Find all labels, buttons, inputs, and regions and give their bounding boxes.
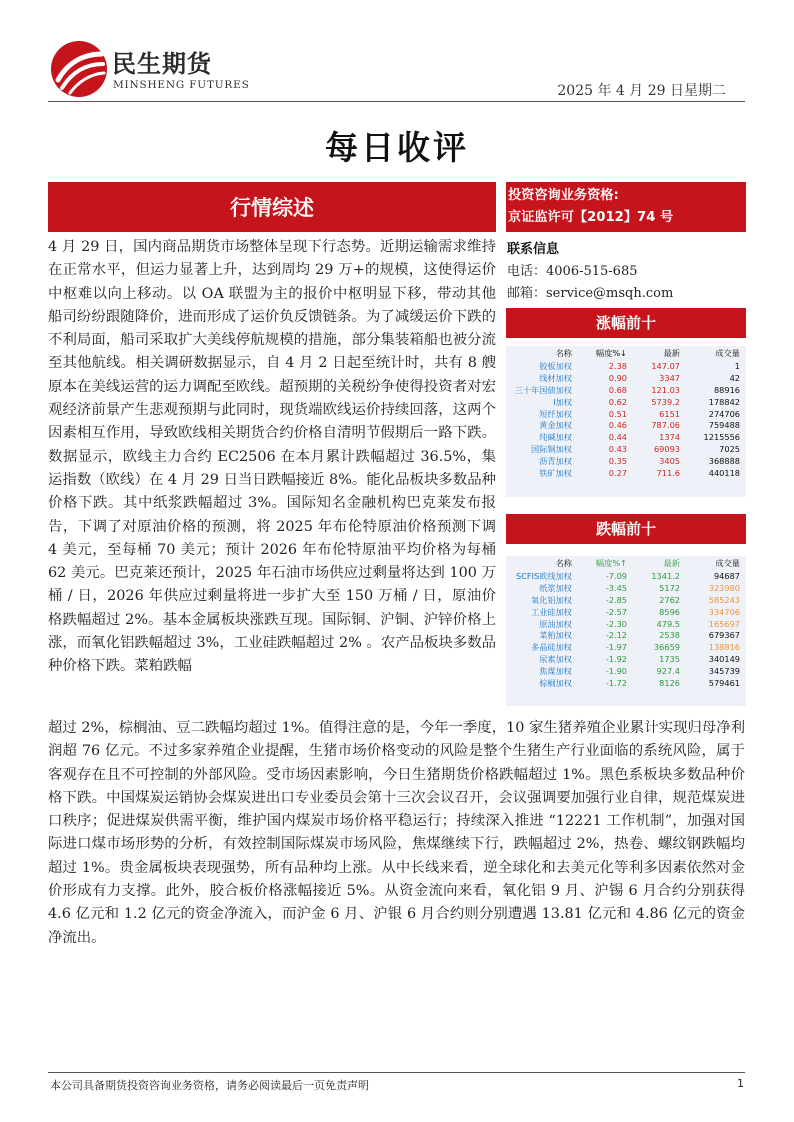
brand-name-en: MINSHENG FUTURES [113, 79, 250, 91]
cell-vol: 1215556 [703, 432, 740, 443]
cell-vol: 679367 [708, 630, 740, 641]
license-box [506, 182, 746, 232]
table-row [506, 373, 746, 385]
cell-last: 927.4 [656, 666, 680, 677]
cell-last: 711.6 [656, 468, 680, 479]
table-row [506, 397, 746, 409]
table-row [506, 583, 746, 595]
cell-vol: 579461 [708, 678, 740, 689]
cell-pct: -2.85 [605, 594, 627, 605]
cell-vol: 368888 [708, 456, 740, 467]
top-losers-table [506, 556, 746, 706]
cell-vol: 178842 [708, 396, 740, 407]
cell-pct: -1.92 [605, 654, 627, 665]
cell-vol: 1 [734, 361, 740, 371]
cell-last: 6151 [659, 408, 680, 419]
minsheng-logo-icon [50, 40, 108, 98]
cell-last: 1374 [659, 432, 680, 443]
cell-pct: 0.46 [608, 420, 627, 431]
cell-vol: 585243 [708, 594, 740, 605]
table-row [506, 619, 746, 631]
cell-name: 铁矿加权 [539, 468, 572, 479]
cell-name: 国际铜加权 [531, 444, 572, 455]
cell-pct: -2.30 [605, 618, 627, 629]
table-header-row [506, 556, 746, 571]
cell-last: 5739.2 [651, 396, 680, 407]
cell-last: 2538 [659, 630, 680, 641]
table-row [506, 607, 746, 619]
cell-vol: 94687 [713, 571, 740, 581]
cell-pct: -7.09 [605, 571, 627, 581]
cell-pct: 0.62 [608, 396, 627, 407]
cell-last: 1735 [659, 654, 680, 665]
cell-vol: 334706 [708, 606, 740, 617]
cell-name: 菜粕加权 [539, 630, 572, 641]
table-row [506, 444, 746, 456]
table-row [506, 654, 746, 666]
cell-pct: 0.44 [608, 432, 627, 443]
cell-pct: -3.45 [605, 582, 627, 593]
cell-pct: 0.90 [608, 372, 627, 383]
cell-vol: 165697 [708, 618, 740, 629]
cell-name: 棕榈加权 [539, 678, 572, 689]
page-number: 1 [737, 1077, 744, 1090]
report-date: 2025 年 4 月 29 日星期二 [557, 83, 726, 99]
contact-email: 邮箱：service@msqh.com [507, 286, 674, 301]
table-row [506, 385, 746, 397]
contact-title: 联系信息 [507, 242, 560, 257]
cell-last: 3347 [659, 372, 680, 383]
cell-last: 5172 [659, 582, 680, 593]
cell-pct: -2.12 [605, 630, 627, 641]
cell-last: 1341.2 [651, 571, 680, 581]
cell-pct: 0.51 [608, 408, 627, 419]
license-line-2: 京证监许可【2012】74 号 [508, 210, 674, 225]
cell-name: 短纤加权 [539, 408, 572, 419]
cell-last: 787.06 [651, 420, 680, 431]
cell-pct: -1.72 [605, 678, 627, 689]
cell-pct: 0.68 [608, 384, 627, 395]
cell-name: 纯碱加权 [539, 432, 572, 443]
column-header-last: 最新 [663, 558, 680, 568]
cell-name: 线材加权 [539, 372, 572, 383]
contact-phone: 电话：4006-515-685 [507, 264, 638, 279]
cell-pct: 2.38 [608, 361, 627, 371]
cell-last: 3405 [659, 456, 680, 467]
cell-name: 氧化铝加权 [531, 594, 572, 605]
table-header-row [506, 346, 746, 361]
cell-name: 沥青加权 [539, 456, 572, 467]
cell-name: 三十年国债加权 [514, 384, 572, 395]
license-line-1: 投资咨询业务资格: [508, 188, 619, 203]
cell-vol: 7025 [719, 444, 740, 455]
summary-paragraph-column: 4 月 29 日，国内商品期货市场整体呈现下行态势。近期运输需求维持在正常水平，但运力显著上升，达到周均 29 万+的规模，这使得运价中枢难以向上移动。以 OA 联盟为主的报价中枢明显下移，带动其他船司纷纷跟随降价，进而形成了运价负反馈链条。为了减缓运价下跌的不利局面，船司采取扩大美线停航规模的措施，部分集装箱船也被分流至其他航线。相关调研数据显示，自 4 月 2 日起至统计时，共有 8 艘原本在美线运营的运力调配至欧线。超预期的关税纷争使得投资者对宏观经济前景产生悲观预期与此同时，现货端欧线运价持续回落，这两个因素相互作用，导致欧线相关期货合约价格自清明节假期后一路下跌。数据显示，欧线主力合约 EC2506 在本月累计跌幅超过 36.5%，集运指数（欧线）在 4 月 29 日当日跌幅接近 8%。能化品板块多数品种价格下跌。其中纸浆跌幅超过 3%。国际知名金融机构巴克莱发布报告，下调了对原油价格的预测，将 2025 年布伦特原油价格预测下调 4 美元，至每桶 70 美元；预计 2026 年布伦特原油平均价格为每桶 62 美元。巴克莱还预计，2025 年石油市场供应过剩量将达到 100 万桶 / 日，2026 年供应过剩量将进一步扩大至 150 万桶 / 日，原油价格跌幅超过 2%。基本金属板块涨跌互现。国际铜、沪铜、沪锌价格上涨，而氧化铝跌幅超过 3%，工业硅跌幅超过 2% 。农产品板块多数品种价格下跌。菜粕跌幅 [48, 239, 496, 675]
top-losers-title: 跌幅前十 [506, 514, 746, 544]
column-header-last: 最新 [663, 348, 680, 358]
cell-vol: 759488 [708, 420, 740, 431]
cell-pct: -1.97 [605, 642, 627, 653]
page-title: 每日收评 [325, 128, 469, 167]
table-row [506, 595, 746, 607]
table-row [506, 409, 746, 421]
cell-name: 原油加权 [539, 618, 572, 629]
cell-pct: -1.90 [605, 666, 627, 677]
cell-last: 8126 [659, 678, 680, 689]
table-row [506, 642, 746, 654]
cell-vol: 274706 [708, 408, 740, 419]
cell-vol: 345739 [708, 666, 740, 677]
table-row [506, 666, 746, 678]
top-gainers-title: 涨幅前十 [506, 308, 746, 338]
table-row [506, 420, 746, 432]
cell-last: 8596 [659, 606, 680, 617]
table-row [506, 678, 746, 690]
cell-name: 焦煤加权 [539, 666, 572, 677]
cell-vol: 138816 [708, 642, 740, 653]
cell-name: 尿素加权 [539, 654, 572, 665]
table-row [506, 456, 746, 468]
summary-paragraph-wide: 超过 2%，棕榈油、豆二跌幅均超过 1%。值得注意的是，今年一季度，10 家生猪养殖企业累计实现归母净利润超 76 亿元。不过多家养殖企业提醒，生猪市场价格变动的风险是整个生猪生产行业面临的系统风险，属于客观存在且不可控制的外部风险。受市场因素影响，今日生猪期货价格跌幅超过 1%。黑色系板块多数品种价格下跌。中国煤炭运销协会煤炭进出口专业委员会第十三次会议召开，会议强调要加强行业自律，规范煤炭进口秩序；促进煤炭供需平衡，维护国内煤炭市场价格平稳运行；持续深入推进 “12221 工作机制”，加强对国际进口煤市场形势的分析，有效控制国际煤炭市场风险，焦煤继续下行，跌幅超过 2%，热卷、螺纹钢跌幅均超过 1%。贵金属板块表现强势，所有品种均上涨。从中长线来看，逆全球化和去美元化等利多因素依然对金价形成有力支撑。此外，胶合板价格涨幅接近 5%。从资金流向来看，氧化铝 9 月、沪锡 6 月合约分别获得 4.6 亿元和 1.2 亿元的资金净流入，而沪金 6 月、沪银 6 月合约则分别遭遇 13.81 亿元和 4.86 亿元的资金净流出。 [48, 720, 745, 946]
table-row [506, 571, 746, 583]
cell-vol: 88916 [713, 384, 740, 395]
cell-name: I加权 [553, 396, 572, 407]
cell-name: 工业硅加权 [531, 606, 572, 617]
column-header-vol: 成交量 [715, 558, 740, 568]
cell-name: 胶板加权 [539, 361, 572, 371]
cell-last: 121.03 [651, 384, 680, 395]
cell-last: 2762 [659, 594, 680, 605]
cell-last: 479.5 [656, 618, 680, 629]
cell-last: 147.07 [651, 361, 680, 371]
table-row [506, 630, 746, 642]
header-divider [48, 101, 745, 102]
cell-pct: 0.27 [608, 468, 627, 479]
section-header-market-summary: 行情综述 [48, 182, 496, 232]
table-row [506, 361, 746, 373]
cell-name: SCFIS欧线加权 [516, 571, 572, 581]
column-header-name: 名称 [555, 558, 572, 568]
cell-name: 纸浆加权 [539, 582, 572, 593]
column-header-name: 名称 [555, 348, 572, 358]
footer-disclaimer-note: 本公司具备期货投资咨询业务资格，请务必阅读最后一页免责声明 [50, 1079, 369, 1092]
cell-pct: -2.57 [605, 606, 627, 617]
top-gainers-table [506, 346, 746, 497]
footer-divider [48, 1072, 745, 1073]
cell-vol: 323980 [708, 582, 740, 593]
column-header-vol: 成交量 [715, 348, 740, 358]
cell-vol: 440118 [708, 468, 740, 479]
cell-pct: 0.43 [608, 444, 627, 455]
cell-last: 69093 [653, 444, 680, 455]
cell-name: 黄金加权 [539, 420, 572, 431]
brand-name-cn: 民生期货 [112, 50, 212, 78]
table-row [506, 468, 746, 480]
cell-vol: 42 [729, 372, 740, 383]
cell-pct: 0.35 [608, 456, 627, 467]
table-row [506, 432, 746, 444]
column-header-pct: 幅度%↓ [595, 348, 627, 358]
cell-name: 多晶硅加权 [531, 642, 572, 653]
cell-last: 36659 [653, 642, 680, 653]
cell-vol: 340149 [708, 654, 740, 665]
column-header-pct: 幅度%↑ [595, 558, 627, 568]
